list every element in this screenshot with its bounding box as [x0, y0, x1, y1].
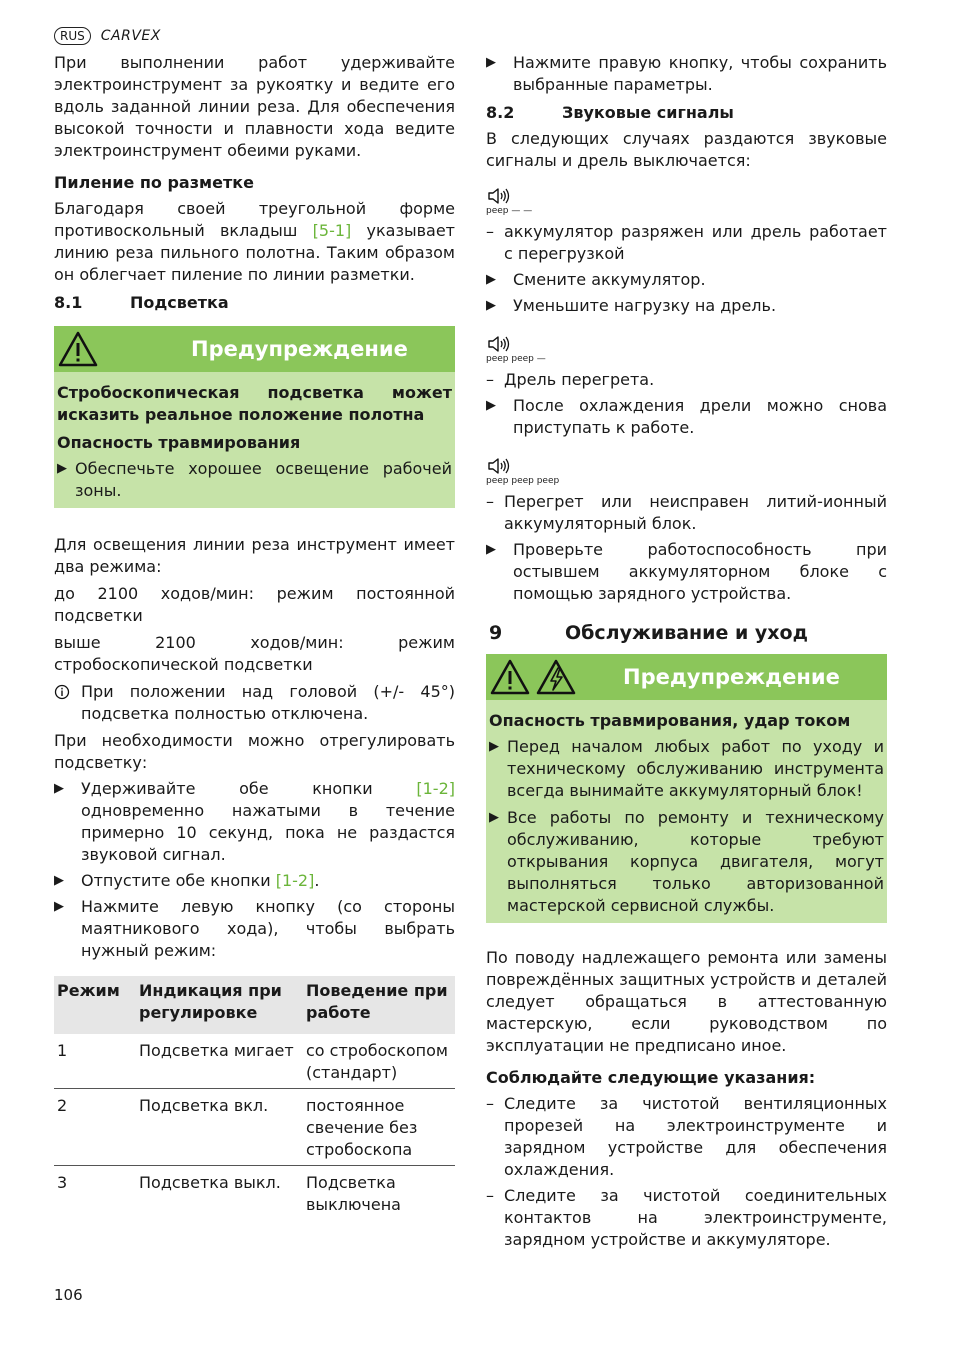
warning-title: Предупреждение	[191, 337, 408, 361]
beep1-action-2: ▶ Уменьшите нагрузку на дрель.	[486, 296, 777, 315]
table-cell: со стробоскопом (стандарт)	[303, 1034, 455, 1089]
page-header	[54, 25, 161, 47]
step-select-mode: ▶ Нажмите левую кнопку (со стороны маятникового хода), чтобы выбрать нужный режим:	[54, 897, 455, 960]
table-cell: Подсветка мигает	[136, 1034, 303, 1089]
beep2-action: ▶ После охлаждения дрели можно снова приступать к работе.	[486, 396, 887, 437]
signals-intro: В следующих случаях раздаются звуковые сигналы и дрель выключается:	[486, 129, 887, 170]
warning-headline: Стробоскопическая подсветка может исказить реальное положение полотна	[57, 383, 452, 424]
adjust-intro: При необходимости можно отрегулировать подсветку:	[54, 731, 455, 772]
language-badge: RUS	[54, 27, 91, 45]
warning-item: ▶ Обеспечьте хорошее освещение рабочей зоны.	[57, 459, 452, 500]
table-row	[54, 1089, 455, 1166]
electric-shock-icon	[536, 659, 576, 695]
beep3-action: ▶ Проверьте работоспособность при остывшем аккумуляторном блоке с помощью зарядного устройства.	[486, 540, 887, 603]
table-cell: 3	[57, 1173, 68, 1192]
bullet-arrow-icon: ▶	[486, 55, 496, 70]
chapter-heading-9: 9 Обслуживание и уход	[489, 622, 808, 644]
bullet-arrow-icon: ▶	[489, 739, 499, 754]
table-header-cell: Поведение при работе	[303, 976, 455, 1034]
table-header-cell: Индикация при регулировке	[136, 976, 303, 1034]
table-cell: Подсветка вкл.	[136, 1089, 303, 1166]
bullet-arrow-icon: ▶	[486, 542, 496, 557]
marking-heading: Пиление по разметке	[54, 173, 254, 192]
beep-signal-2	[486, 334, 887, 365]
beep-signal-1	[486, 186, 887, 217]
beep-pattern-label: peep peep —	[486, 354, 546, 364]
bullet-arrow-icon: ▶	[54, 873, 64, 888]
speaker-icon	[486, 334, 510, 354]
step-hold-buttons: ▶ Удерживайте обе кнопки [1-2] одновременно нажатыми в течение примерно 10 секунд, пока не раздастся звуковой сигнал.	[54, 779, 455, 864]
warning-box-maintenance	[486, 654, 887, 923]
note-item: – Следите за чистотой вентиляционных прорезей на электроинструменте и зарядном устройстве для обеспечения охлаждения.	[486, 1094, 887, 1179]
beep1-action-1: ▶ Смените аккумулятор.	[486, 270, 706, 289]
modes-table	[54, 976, 455, 1220]
table-cell: 1	[54, 1034, 136, 1089]
warning-triangle-icon	[58, 331, 98, 367]
beep2-cause: – Дрель перегрета.	[486, 370, 655, 389]
danger-label: Опасность травмирования	[57, 433, 301, 452]
beep1-cause: – аккумулятор разряжен или дрель работает с перегрузкой	[486, 222, 887, 263]
section-heading-8-1: 8.1 Подсветка	[54, 293, 229, 312]
left-column	[54, 52, 455, 1220]
beep-signal-3	[486, 456, 887, 487]
table-cell: постоянное свечение без стробоскопа	[303, 1089, 455, 1166]
beep3-cause: – Перегрет или неисправен литий-ионный аккумуляторный блок.	[486, 492, 887, 533]
intro-paragraph: При выполнении работ удерживайте электроинструмент за рукоятку и ведите его вдоль заданной линии реза. Для обеспечения высокой точности и плавности хода ведите электроинструмент обеими руками.	[54, 53, 455, 160]
speaker-icon	[486, 186, 510, 206]
warning-header	[54, 326, 455, 372]
warning-title: Предупреждение	[623, 665, 840, 689]
bullet-arrow-icon: ▶	[54, 781, 64, 796]
bullet-arrow-icon: ▶	[486, 272, 496, 287]
bullet-arrow-icon: ▶	[486, 398, 496, 413]
step-save-settings: ▶ Нажмите правую кнопку, чтобы сохранить выбранные параметры.	[486, 53, 887, 94]
section-heading-8-2: 8.2 Звуковые сигналы	[486, 103, 734, 122]
right-column	[486, 52, 887, 1251]
brand-name: CARVEX	[100, 28, 161, 44]
info-note: При положении над головой (+/- 45°) подсветка полностью отключена.	[54, 681, 455, 725]
marking-paragraph: Благодаря своей треугольной форме противоскольный вкладыш [5-1] указывает линию реза пильного полотна. Таким образом он облегчает пиление по линии разметки.	[54, 199, 456, 284]
reference-link[interactable]: [1-2]	[416, 779, 455, 798]
table-header-row	[54, 976, 455, 1034]
danger-label: Опасность травмирования, удар током	[489, 711, 851, 730]
notes-heading: Соблюдайте следующие указания:	[486, 1068, 816, 1087]
warning-item: ▶ Перед началом любых работ по уходу и техническому обслуживанию инструмента всегда вынимайте аккумуляторный блок!	[489, 737, 884, 800]
table-cell: 2	[54, 1089, 136, 1166]
note-item: – Следите за чистотой соединительных контактов на электроинструменте, зарядном устройстве и аккумуляторе.	[486, 1186, 887, 1249]
beep-pattern-label: peep — —	[486, 206, 533, 216]
table-cell: Подсветка выкл.	[139, 1173, 281, 1192]
mode-strobe: выше 2100 ходов/мин: режим стробоскопической подсветки	[54, 633, 455, 674]
modes-intro: Для освещения линии реза инструмент имеет два режима:	[54, 535, 455, 576]
page-number: 106	[54, 1286, 83, 1304]
bullet-arrow-icon: ▶	[57, 461, 67, 476]
mode-constant: до 2100 ходов/мин: режим постоянной подсветки	[54, 584, 455, 625]
step-release-buttons: ▶ Отпустите обе кнопки [1-2].	[54, 871, 320, 890]
reference-link[interactable]: [5-1]	[312, 221, 352, 240]
warning-header	[486, 654, 887, 700]
table-row	[54, 1166, 455, 1221]
warning-item: ▶ Все работы по ремонту и техническому обслуживанию, которые требуют открывания корпуса двигателя, могут выполняться только авторизованной мастерской сервисной службы.	[489, 808, 884, 915]
table-row	[54, 1034, 455, 1089]
bullet-arrow-icon: ▶	[486, 298, 496, 313]
bullet-arrow-icon: ▶	[54, 899, 64, 914]
repair-paragraph: По поводу надлежащего ремонта или замены повреждённых защитных устройств и деталей следует обращаться в аттестованную мастерскую, если руководством по эксплуатации не предписано иное.	[486, 948, 887, 1055]
reference-link[interactable]: [1-2]	[275, 871, 315, 890]
info-icon	[54, 681, 81, 725]
bullet-arrow-icon: ▶	[489, 810, 499, 825]
warning-triangle-icon	[490, 659, 530, 695]
table-cell: Подсветка выключена	[306, 1173, 401, 1214]
table-header-cell: Режим	[54, 976, 136, 1034]
speaker-icon	[486, 456, 510, 476]
warning-box-lighting	[54, 326, 455, 508]
beep-pattern-label: peep peep peep	[486, 476, 560, 486]
